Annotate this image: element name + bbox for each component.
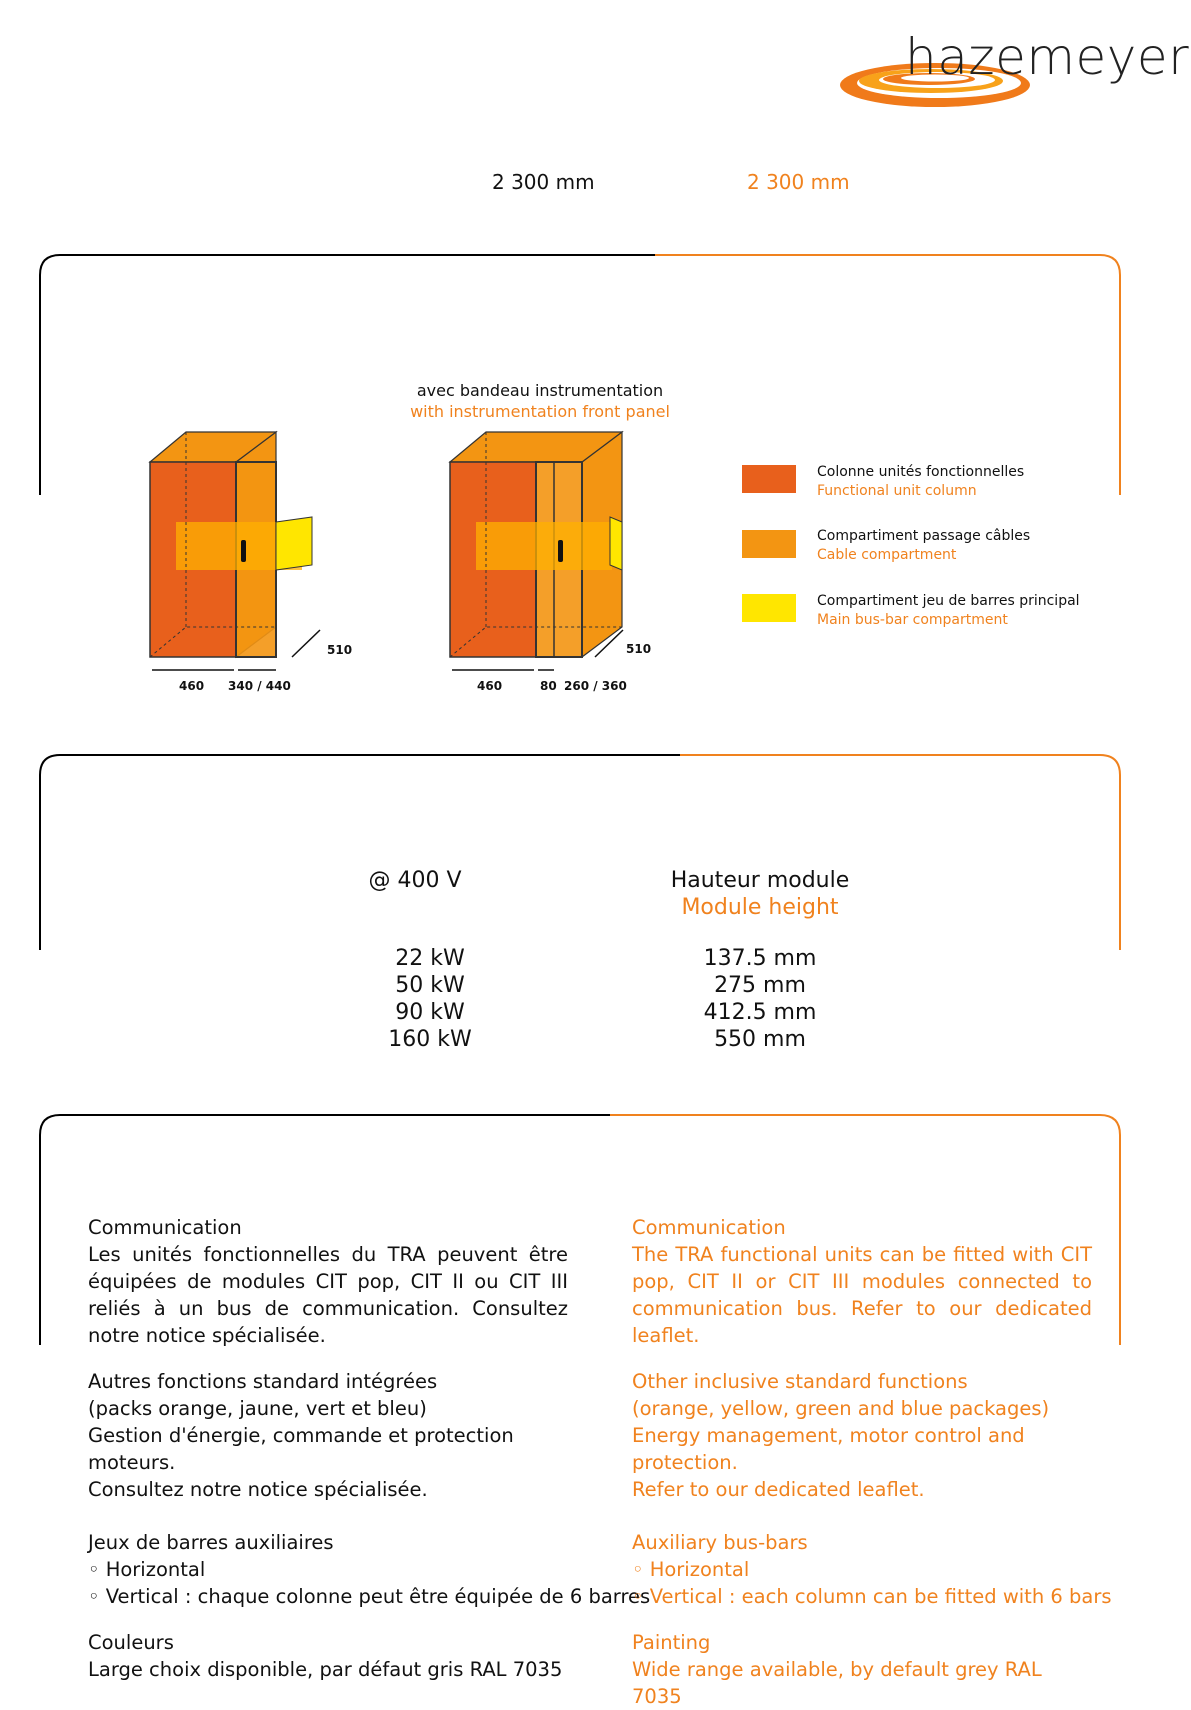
table-cell-height: 550 mm — [714, 1027, 806, 1052]
section-line: ◦ Horizontal — [88, 1558, 206, 1581]
section-title-functions: Autres fonctions standard intégrées — [88, 1370, 438, 1393]
legend-swatch-cable — [742, 530, 796, 558]
right-width-2: 80 — [540, 679, 557, 693]
section-title-functions: Other inclusive standard functions — [632, 1370, 968, 1393]
diagram-caption-en: with instrumentation front panel — [410, 402, 670, 421]
left-width-2: 340 / 440 — [228, 679, 291, 693]
legend-item-functional-unit — [817, 463, 1024, 501]
legend-item-busbar — [817, 592, 1080, 630]
text-column-en — [632, 1214, 1112, 1710]
table-cell-height: 275 mm — [714, 973, 806, 998]
legend-label-en: Functional unit column — [817, 483, 977, 499]
section-line: ◦ Horizontal — [632, 1558, 750, 1581]
section-line: Refer to our dedicated leaflet. — [632, 1478, 925, 1501]
section-line: Consultez notre notice spécialisée. — [88, 1478, 428, 1501]
table-header-voltage: @ 400 V — [368, 868, 462, 893]
section-title-painting: Painting — [632, 1631, 711, 1654]
section-body-communication: The TRA functional units can be fitted with CIT pop, CIT II or CIT III modules connected to communication bus. Refer to our dedicated leaflet. — [632, 1243, 1092, 1347]
table-height-column — [690, 945, 830, 1053]
diagram-caption-fr: avec bandeau instrumentation — [416, 381, 664, 400]
dimension-en: 2 300 mm — [747, 170, 850, 194]
right-width-3: 260 / 360 — [564, 679, 627, 693]
dimension-fr: 2 300 mm — [492, 170, 595, 194]
legend-swatch-functional-unit — [742, 465, 796, 493]
section-title-communication: Communication — [632, 1216, 786, 1239]
section-line: Gestion d'énergie, commande et protection moteurs. — [88, 1424, 514, 1474]
section-line: ◦ Vertical : chaque colonne peut être équipée de 6 barres — [88, 1585, 651, 1608]
section-line: ◦ Vertical : each column can be fitted with 6 bars — [632, 1585, 1112, 1608]
right-depth: 510 — [626, 642, 652, 656]
table-cell-power: 160 kW — [388, 1027, 472, 1052]
section-line: Large choix disponible, par défaut gris RAL 7035 — [88, 1658, 563, 1681]
legend-label-fr: Compartiment passage câbles — [817, 528, 1031, 544]
table-cell-power: 90 kW — [395, 1000, 465, 1025]
table-cell-power: 50 kW — [395, 973, 465, 998]
legend-label-fr: Colonne unités fonctionnelles — [817, 464, 1025, 480]
table-header-height-fr: Hauteur module — [670, 868, 850, 893]
brand-name: hazemeyer — [905, 28, 1190, 86]
table-cell-power: 22 kW — [395, 946, 465, 971]
section-body-communication: Les unités fonctionnelles du TRA peuvent être équipées de modules CIT pop, CIT II ou CIT III reliés à un bus de communication. Consultez notre notice spécialisée. — [88, 1243, 568, 1347]
legend-label-en: Main bus-bar compartment — [817, 612, 1008, 628]
legend-label-en: Cable compartment — [817, 547, 957, 563]
section-line: Wide range available, by default grey RAL 7035 — [632, 1658, 1042, 1708]
text-column-fr — [88, 1214, 651, 1683]
section-title-busbars: Auxiliary bus-bars — [632, 1531, 808, 1554]
section-line: (orange, yellow, green and blue packages) — [632, 1397, 1050, 1420]
section-title-communication: Communication — [88, 1216, 242, 1239]
left-width-1: 460 — [179, 679, 205, 693]
section-line: (packs orange, jaune, vert et bleu) — [88, 1397, 427, 1420]
left-depth: 510 — [327, 643, 353, 657]
table-cell-height: 137.5 mm — [703, 946, 817, 971]
table-cell-height: 412.5 mm — [703, 1000, 817, 1025]
section-title-busbars: Jeux de barres auxiliaires — [88, 1531, 334, 1554]
legend-swatch-busbar — [742, 594, 796, 622]
legend-item-cable — [817, 527, 1030, 565]
legend-label-fr: Compartiment jeu de barres principal — [817, 593, 1080, 609]
right-width-1: 460 — [477, 679, 503, 693]
section-title-colours: Couleurs — [88, 1631, 174, 1654]
table-header-height-en: Module height — [681, 895, 839, 920]
table-power-column — [370, 945, 490, 1053]
section-line: Energy management, motor control and protection. — [632, 1424, 1025, 1474]
